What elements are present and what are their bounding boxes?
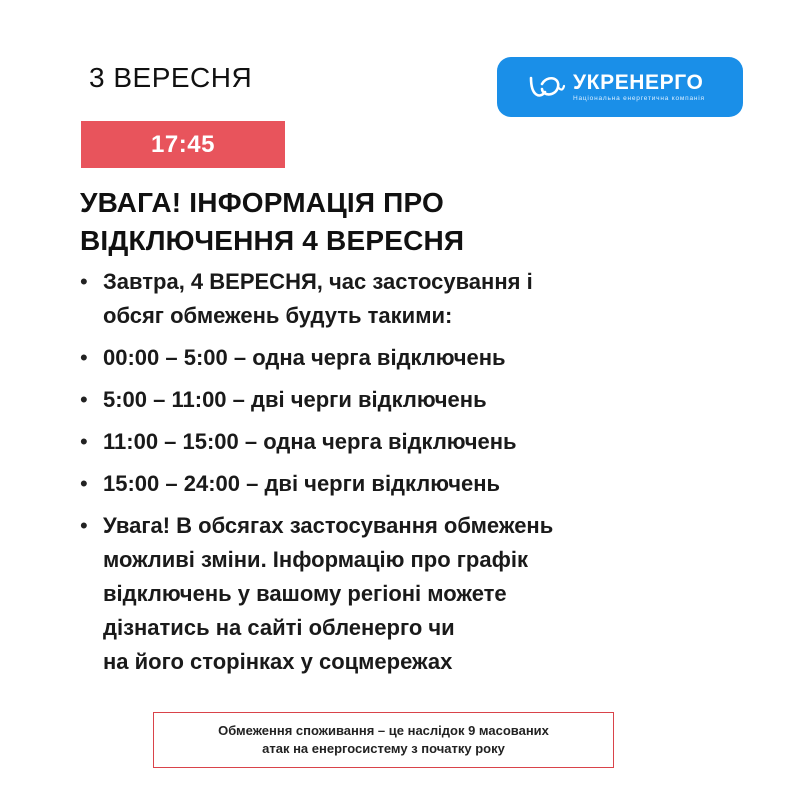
footnote-box [153, 712, 614, 768]
bullet-text: Увага! В обсягах застосування обмежень можливі зміни. Інформацію про графік відключень у вашому регіоні можете дізнатись на сайті обленерго чи на його сторінках у соцмережах [103, 513, 554, 674]
bullet-dot-icon: • [80, 429, 88, 454]
time-badge: 17:45 [81, 121, 285, 168]
ukrenergo-logo-mark-icon [527, 72, 567, 102]
list-item [80, 265, 720, 333]
list-item [80, 467, 720, 501]
bullet-dot-icon: • [80, 513, 88, 538]
list-item [80, 425, 720, 459]
bullet-text: 11:00 – 15:00 – одна черга відключень [103, 429, 517, 454]
list-item [80, 341, 720, 375]
bullet-text: 00:00 – 5:00 – одна черга відключень [103, 345, 506, 370]
list-item [80, 383, 720, 417]
footnote-line-1: Обмеження споживання – це наслідок 9 масованих [218, 723, 549, 738]
logo-subtitle: Національна енергетична компанія [573, 94, 705, 102]
bullet-text: 15:00 – 24:00 – дві черги відключень [103, 471, 501, 496]
headline-line-2: ВІДКЛЮЧЕННЯ 4 ВЕРЕСНЯ [80, 225, 465, 256]
headline-line-1: УВАГА! ІНФОРМАЦІЯ ПРО [80, 187, 444, 218]
bullet-list [80, 265, 720, 687]
headline [80, 184, 720, 260]
bullet-dot-icon: • [80, 471, 88, 496]
ukrenergo-logo [497, 57, 743, 117]
date-header: 3 ВЕРЕСНЯ [89, 62, 253, 93]
bullet-dot-icon: • [80, 387, 88, 412]
bullet-dot-icon: • [80, 345, 88, 370]
logo-name: УКРЕНЕРГО [573, 70, 704, 94]
bullet-dot-icon: • [80, 269, 88, 294]
footnote-line-2: атак на енергосистему з початку року [262, 741, 505, 756]
bullet-text: Завтра, 4 ВЕРЕСНЯ, час застосування і обсяг обмежень будуть такими: [103, 269, 533, 328]
bullet-text: 5:00 – 11:00 – дві черги відключень [103, 387, 487, 412]
list-item [80, 509, 720, 679]
